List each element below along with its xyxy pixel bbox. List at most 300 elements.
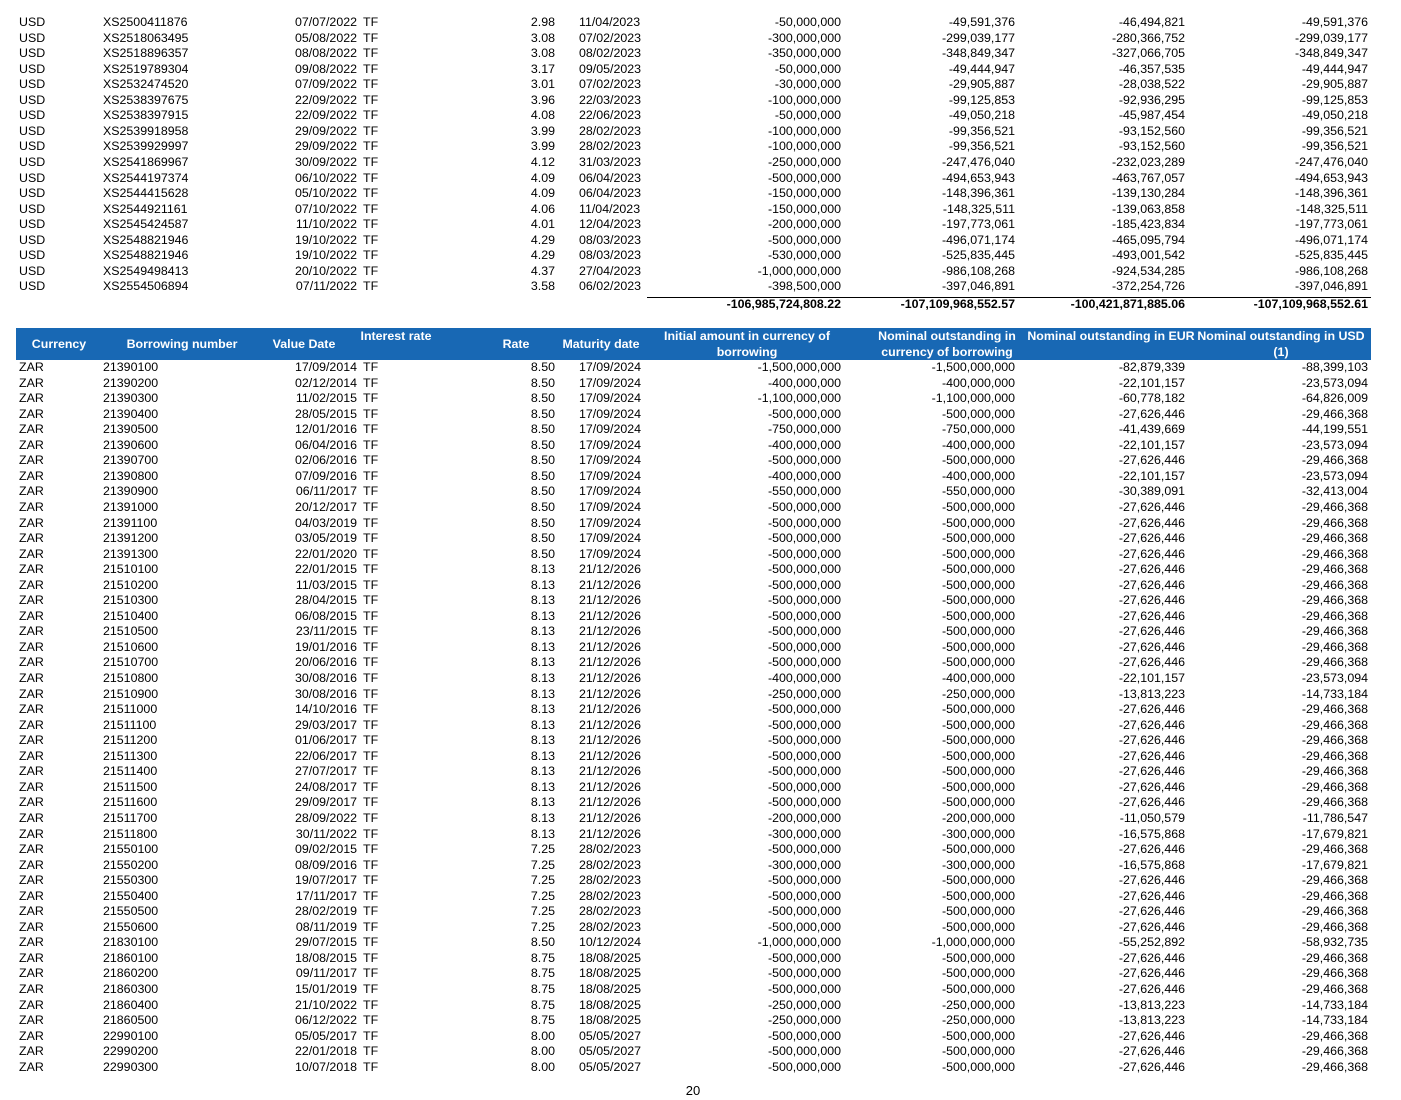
table-row — [0, 202, 1401, 218]
initial-amount-cell: -500,000,000 — [767, 562, 841, 577]
initial-amount-cell: -100,000,000 — [767, 92, 841, 107]
nominal-currency-cell: -348,849,347 — [941, 46, 1015, 61]
rate-type-cell: TF — [363, 154, 379, 169]
value-date-cell: 30/09/2022 — [294, 154, 357, 169]
rate-cell: 8.00 — [530, 1044, 555, 1059]
nominal-usd-cell: -29,466,368 — [1301, 639, 1368, 654]
value-date-cell: 17/09/2014 — [294, 360, 357, 374]
table-row — [0, 77, 1401, 93]
maturity-date-cell: 05/05/2027 — [579, 1044, 642, 1059]
nominal-eur-cell: -13,813,223 — [1118, 1013, 1185, 1028]
rate-cell: 8.50 — [530, 515, 555, 530]
header-value-date: Value Date — [272, 337, 336, 351]
nominal-usd-cell: -29,905,887 — [1301, 77, 1368, 92]
rate-type-cell: TF — [363, 1013, 379, 1028]
nominal-currency-cell: -148,396,361 — [941, 186, 1015, 201]
rate-cell: 8.50 — [530, 499, 555, 514]
value-date-cell: 29/09/2022 — [294, 139, 357, 154]
rate-cell: 8.13 — [530, 748, 555, 763]
borrowing-number-cell: 21390700 — [103, 453, 159, 468]
borrowing-number-cell: 22990300 — [103, 1059, 159, 1074]
rate-type-cell: TF — [363, 671, 379, 685]
initial-amount-cell: -150,000,000 — [767, 201, 841, 216]
rate-cell: 8.13 — [530, 608, 555, 623]
nominal-currency-cell: -200,000,000 — [941, 810, 1015, 825]
nominal-usd-cell: -29,466,368 — [1301, 546, 1368, 561]
borrowing-number-cell: XS2538397675 — [103, 92, 189, 107]
nominal-currency-cell: -500,000,000 — [941, 748, 1015, 763]
rate-cell: 4.37 — [530, 263, 555, 278]
value-date-cell: 22/01/2015 — [294, 562, 357, 577]
nominal-usd-cell: -14,733,184 — [1301, 1013, 1368, 1028]
currency-cell: USD — [19, 217, 46, 232]
borrowing-number-cell: 21511600 — [103, 795, 158, 810]
nominal-eur-cell: -27,626,446 — [1118, 655, 1185, 670]
nominal-usd-cell: -32,413,004 — [1301, 484, 1368, 499]
nominal-usd-cell: -29,466,368 — [1301, 453, 1368, 468]
nominal-eur-cell: -185,423,834 — [1111, 217, 1185, 232]
rate-type-cell: TF — [363, 46, 379, 61]
nominal-eur-cell: -139,063,858 — [1111, 201, 1185, 216]
initial-amount-cell: -200,000,000 — [767, 217, 841, 232]
initial-amount-cell: -500,000,000 — [767, 904, 841, 919]
rate-cell: 3.96 — [530, 92, 555, 107]
nominal-currency-cell: -500,000,000 — [941, 1059, 1015, 1074]
maturity-date-cell: 08/02/2023 — [579, 46, 642, 61]
rate-cell: 7.25 — [530, 888, 555, 903]
nominal-usd-cell: -29,466,368 — [1301, 779, 1368, 794]
initial-amount-cell: -300,000,000 — [767, 857, 841, 872]
maturity-date-cell: 17/09/2024 — [579, 437, 642, 452]
rate-type-cell: TF — [363, 232, 379, 247]
nominal-currency-cell: -99,125,853 — [948, 92, 1015, 107]
value-date-cell: 28/02/2019 — [294, 904, 357, 919]
table-row — [0, 438, 1401, 454]
nominal-usd-cell: -348,849,347 — [1294, 46, 1368, 61]
initial-amount-cell: -500,000,000 — [767, 966, 841, 981]
nominal-currency-cell: -500,000,000 — [941, 888, 1015, 903]
borrowing-number-cell: XS2541869967 — [103, 154, 189, 169]
rate-cell: 3.58 — [530, 279, 555, 294]
maturity-date-cell: 10/12/2024 — [579, 935, 642, 950]
table-row — [0, 562, 1401, 578]
header-nominal-currency: Nominal outstanding in currency of borrowing — [878, 329, 1016, 359]
currency-cell: ZAR — [19, 686, 44, 701]
borrowing-number-cell: 21550500 — [103, 904, 159, 919]
initial-amount-cell: -30,000,000 — [774, 77, 841, 92]
borrowing-number-cell: 22990100 — [103, 1028, 159, 1043]
rate-type-cell: TF — [363, 499, 379, 514]
table-row — [0, 764, 1401, 780]
rate-cell: 4.09 — [530, 186, 555, 201]
nominal-currency-cell: -1,000,000,000 — [931, 935, 1015, 950]
rate-cell: 8.50 — [530, 546, 555, 561]
value-date-cell: 19/07/2017 — [294, 873, 357, 888]
initial-amount-cell: -500,000,000 — [767, 170, 841, 185]
borrowing-number-cell: 21860400 — [103, 997, 159, 1012]
borrowing-number-cell: 21390900 — [103, 484, 159, 499]
rate-type-cell: TF — [363, 1028, 379, 1043]
nominal-currency-cell: -99,356,521 — [948, 123, 1015, 138]
initial-amount-cell: -500,000,000 — [767, 888, 841, 903]
borrowing-number-cell: 21511500 — [103, 779, 158, 794]
currency-cell: ZAR — [19, 997, 44, 1012]
rate-cell: 8.75 — [530, 1013, 555, 1028]
rate-type-cell: TF — [363, 873, 379, 888]
initial-amount-cell: -250,000,000 — [767, 154, 841, 169]
borrowing-number-cell: 21510500 — [103, 624, 159, 639]
rate-type-cell: TF — [363, 624, 379, 639]
nominal-usd-cell: -397,046,891 — [1294, 279, 1368, 294]
value-date-cell: 06/10/2022 — [294, 170, 357, 185]
nominal-usd-cell: -29,466,368 — [1301, 702, 1368, 717]
nominal-currency-cell: -400,000,000 — [941, 375, 1015, 390]
rate-cell: 3.01 — [530, 77, 555, 92]
initial-amount-cell: -500,000,000 — [767, 655, 841, 670]
rate-type-cell: TF — [363, 577, 379, 592]
maturity-date-cell: 11/04/2023 — [579, 201, 641, 216]
initial-amount-cell: -50,000,000 — [774, 61, 841, 76]
rate-type-cell: TF — [363, 531, 379, 546]
table-row — [0, 233, 1401, 249]
table-row — [0, 640, 1401, 656]
currency-cell: ZAR — [19, 531, 44, 546]
maturity-date-cell: 17/09/2024 — [579, 375, 642, 390]
value-date-cell: 07/09/2022 — [294, 77, 357, 92]
maturity-date-cell: 21/12/2026 — [579, 795, 642, 810]
nominal-currency-cell: -500,000,000 — [941, 982, 1015, 996]
nominal-eur-cell: -463,767,057 — [1111, 170, 1185, 185]
maturity-date-cell: 17/09/2024 — [579, 499, 642, 514]
nominal-eur-cell: -27,626,446 — [1118, 608, 1185, 623]
currency-cell: ZAR — [19, 966, 44, 981]
value-date-cell: 01/06/2017 — [294, 733, 357, 748]
value-date-cell: 06/11/2017 — [295, 484, 357, 499]
nominal-currency-cell: -250,000,000 — [941, 1013, 1015, 1028]
nominal-usd-cell: -58,932,735 — [1301, 935, 1368, 950]
maturity-date-cell: 18/08/2025 — [579, 950, 642, 965]
rate-cell: 8.13 — [530, 577, 555, 592]
rate-type-cell: TF — [363, 217, 379, 232]
nominal-eur-cell: -27,626,446 — [1118, 733, 1185, 748]
table-row — [0, 998, 1401, 1014]
table-row — [0, 217, 1401, 233]
maturity-date-cell: 17/09/2024 — [579, 406, 642, 421]
table-row — [0, 671, 1401, 687]
table-header — [16, 328, 1371, 360]
rate-cell: 4.09 — [530, 170, 555, 185]
maturity-date-cell: 28/02/2023 — [579, 888, 642, 903]
value-date-cell: 20/10/2022 — [294, 263, 357, 278]
rate-type-cell: TF — [363, 842, 379, 857]
maturity-date-cell: 07/02/2023 — [579, 77, 642, 92]
nominal-usd-cell: -29,466,368 — [1301, 966, 1368, 981]
nominal-eur-cell: -82,879,339 — [1118, 360, 1185, 374]
borrowing-number-cell: 21860500 — [103, 1013, 159, 1028]
initial-amount-cell: -350,000,000 — [767, 46, 841, 61]
initial-amount-cell: -300,000,000 — [767, 826, 841, 841]
nominal-eur-cell: -27,626,446 — [1118, 624, 1185, 639]
nominal-eur-cell: -27,626,446 — [1118, 1028, 1185, 1043]
nominal-eur-cell: -280,366,752 — [1111, 30, 1185, 45]
table-row — [0, 655, 1401, 671]
nominal-eur-cell: -16,575,868 — [1118, 857, 1185, 872]
borrowing-number-cell: 21390600 — [103, 437, 159, 452]
rate-type-cell: TF — [363, 279, 379, 294]
nominal-eur-cell: -27,626,446 — [1118, 717, 1185, 732]
initial-amount-cell: -500,000,000 — [767, 639, 841, 654]
rate-cell: 4.06 — [530, 201, 555, 216]
borrowing-number-cell: 21550200 — [103, 857, 159, 872]
nominal-currency-cell: -500,000,000 — [941, 639, 1015, 654]
nominal-currency-cell: -400,000,000 — [941, 671, 1015, 685]
nominal-currency-cell: -400,000,000 — [941, 437, 1015, 452]
nominal-usd-cell: -29,466,368 — [1301, 717, 1368, 732]
maturity-date-cell: 28/02/2023 — [579, 123, 642, 138]
currency-cell: ZAR — [19, 795, 44, 810]
nominal-usd-cell: -986,108,268 — [1294, 263, 1368, 278]
nominal-usd-cell: -29,466,368 — [1301, 888, 1368, 903]
initial-amount-cell: -500,000,000 — [767, 546, 841, 561]
nominal-eur-cell: -27,626,446 — [1118, 842, 1185, 857]
currency-cell: USD — [19, 186, 46, 201]
nominal-eur-cell: -55,252,892 — [1118, 935, 1185, 950]
nominal-eur-cell: -232,023,289 — [1111, 154, 1185, 169]
nominal-usd-cell: -29,466,368 — [1301, 624, 1368, 639]
value-date-cell: 09/08/2022 — [294, 61, 357, 76]
nominal-eur-cell: -493,001,542 — [1111, 248, 1185, 263]
borrowing-number-cell: XS2544415628 — [103, 186, 189, 201]
borrowing-number-cell: 22990200 — [103, 1044, 159, 1059]
rate-cell: 7.25 — [530, 919, 555, 934]
currency-cell: ZAR — [19, 779, 44, 794]
nominal-usd-cell: -494,653,943 — [1294, 170, 1368, 185]
nominal-usd-cell: -29,466,368 — [1301, 733, 1368, 748]
borrowing-number-cell: 21391000 — [103, 499, 159, 514]
rate-cell: 7.25 — [530, 842, 555, 857]
currency-cell: USD — [19, 77, 46, 92]
value-date-cell: 06/12/2022 — [294, 1013, 357, 1028]
maturity-date-cell: 17/09/2024 — [579, 391, 642, 406]
nominal-currency-cell: -500,000,000 — [941, 950, 1015, 965]
currency-cell: ZAR — [19, 888, 44, 903]
table-row — [0, 484, 1401, 500]
rate-type-cell: TF — [363, 468, 379, 483]
initial-amount-cell: -1,000,000,000 — [757, 935, 841, 950]
borrowing-number-cell: 21510900 — [103, 686, 159, 701]
nominal-usd-cell: -29,466,368 — [1301, 904, 1368, 919]
nominal-usd-cell: -99,356,521 — [1301, 123, 1368, 138]
initial-amount-cell: -250,000,000 — [767, 686, 841, 701]
nominal-usd-cell: -29,466,368 — [1301, 950, 1368, 965]
currency-cell: ZAR — [19, 919, 44, 934]
currency-cell: ZAR — [19, 608, 44, 623]
value-date-cell: 29/09/2022 — [294, 123, 357, 138]
nominal-eur-cell: -22,101,157 — [1118, 468, 1185, 483]
rate-type-cell: TF — [363, 437, 379, 452]
nominal-currency-cell: -500,000,000 — [941, 546, 1015, 561]
maturity-date-cell: 06/02/2023 — [579, 279, 642, 294]
maturity-date-cell: 21/12/2026 — [579, 624, 642, 639]
rate-type-cell: TF — [363, 1059, 379, 1074]
rate-type-cell: TF — [363, 515, 379, 530]
table-row — [0, 780, 1401, 796]
initial-amount-cell: -500,000,000 — [767, 950, 841, 965]
rate-cell: 8.50 — [530, 935, 555, 950]
rate-type-cell: TF — [363, 484, 379, 499]
nominal-eur-cell: -92,936,295 — [1118, 92, 1185, 107]
value-date-cell: 18/08/2015 — [294, 950, 357, 965]
initial-amount-cell: -400,000,000 — [767, 671, 841, 685]
nominal-currency-cell: -986,108,268 — [941, 263, 1015, 278]
nominal-currency-cell: -750,000,000 — [941, 422, 1015, 437]
rate-type-cell: TF — [363, 546, 379, 561]
value-date-cell: 09/02/2015 — [294, 842, 357, 857]
value-date-cell: 22/09/2022 — [294, 108, 357, 123]
rate-cell: 8.13 — [530, 810, 555, 825]
nominal-eur-cell: -60,778,182 — [1118, 391, 1185, 406]
borrowing-number-cell: 21550400 — [103, 888, 159, 903]
currency-cell: USD — [19, 232, 46, 247]
borrowing-number-cell: 21550300 — [103, 873, 159, 888]
rate-cell: 8.75 — [530, 982, 555, 996]
currency-cell: ZAR — [19, 810, 44, 825]
maturity-date-cell: 21/12/2026 — [579, 764, 642, 779]
initial-amount-cell: -400,000,000 — [767, 468, 841, 483]
nominal-currency-cell: -29,905,887 — [948, 77, 1015, 92]
nominal-usd-cell: -525,835,445 — [1294, 248, 1368, 263]
maturity-date-cell: 21/12/2026 — [579, 717, 642, 732]
table-row — [0, 578, 1401, 594]
nominal-currency-cell: -1,500,000,000 — [931, 360, 1015, 374]
nominal-usd-cell: -29,466,368 — [1301, 655, 1368, 670]
rate-type-cell: TF — [363, 77, 379, 92]
table-row — [0, 376, 1401, 392]
currency-cell: USD — [19, 108, 46, 123]
borrowing-number-cell: XS2544921161 — [103, 201, 188, 216]
nominal-usd-cell: -29,466,368 — [1301, 531, 1368, 546]
maturity-date-cell: 21/12/2026 — [579, 655, 642, 670]
rate-cell: 8.50 — [530, 453, 555, 468]
initial-amount-cell: -500,000,000 — [767, 842, 841, 857]
nominal-currency-cell: -500,000,000 — [941, 966, 1015, 981]
nominal-currency-cell: -247,476,040 — [941, 154, 1015, 169]
rate-cell: 7.25 — [530, 904, 555, 919]
nominal-usd-cell: -49,444,947 — [1301, 61, 1368, 76]
currency-cell: ZAR — [19, 546, 44, 561]
maturity-date-cell: 17/09/2024 — [579, 468, 642, 483]
nominal-currency-cell: -400,000,000 — [941, 468, 1015, 483]
currency-cell: ZAR — [19, 468, 44, 483]
nominal-currency-cell: -500,000,000 — [941, 593, 1015, 608]
total-nominal-usd: -107,109,968,552.61 — [1253, 297, 1368, 311]
initial-amount-cell: -500,000,000 — [767, 232, 841, 247]
table-row — [0, 248, 1401, 264]
nominal-eur-cell: -465,095,794 — [1111, 232, 1185, 247]
borrowing-number-cell: 21510800 — [103, 671, 159, 685]
rate-type-cell: TF — [363, 30, 379, 45]
table-row — [0, 469, 1401, 485]
rate-type-cell: TF — [363, 593, 379, 608]
nominal-usd-cell: -299,039,177 — [1294, 30, 1368, 45]
maturity-date-cell: 28/02/2023 — [579, 904, 642, 919]
maturity-date-cell: 08/03/2023 — [579, 232, 642, 247]
nominal-eur-cell: -41,439,669 — [1118, 422, 1185, 437]
initial-amount-cell: -500,000,000 — [767, 1028, 841, 1043]
rate-type-cell: TF — [363, 686, 379, 701]
maturity-date-cell: 22/03/2023 — [579, 92, 642, 107]
table-row — [0, 453, 1401, 469]
initial-amount-cell: -400,000,000 — [767, 375, 841, 390]
rate-cell: 8.13 — [530, 826, 555, 841]
totals-row — [0, 297, 1401, 313]
maturity-date-cell: 17/09/2024 — [579, 422, 642, 437]
borrowing-number-cell: 21391200 — [103, 531, 159, 546]
maturity-date-cell: 11/04/2023 — [579, 15, 641, 29]
initial-amount-cell: -50,000,000 — [774, 15, 841, 29]
nominal-currency-cell: -500,000,000 — [941, 531, 1015, 546]
value-date-cell: 17/11/2017 — [295, 888, 357, 903]
maturity-date-cell: 28/02/2023 — [579, 857, 642, 872]
initial-amount-cell: -500,000,000 — [767, 1044, 841, 1059]
table-row — [0, 733, 1401, 749]
nominal-currency-cell: -500,000,000 — [941, 577, 1015, 592]
table-row — [0, 1060, 1401, 1076]
maturity-date-cell: 05/05/2027 — [579, 1028, 642, 1043]
initial-amount-cell: -500,000,000 — [767, 593, 841, 608]
table-row — [0, 624, 1401, 640]
currency-cell: ZAR — [19, 1028, 44, 1043]
borrowing-number-cell: XS2554506894 — [103, 279, 189, 294]
borrowing-number-cell: XS2539918958 — [103, 123, 189, 138]
table-row — [0, 609, 1401, 625]
table-row — [0, 108, 1401, 124]
table-row — [0, 124, 1401, 140]
nominal-usd-cell: -29,466,368 — [1301, 593, 1368, 608]
nominal-eur-cell: -27,626,446 — [1118, 1059, 1185, 1074]
value-date-cell: 22/01/2020 — [294, 546, 357, 561]
nominal-currency-cell: -496,071,174 — [941, 232, 1015, 247]
currency-cell: ZAR — [19, 515, 44, 530]
table-row — [0, 531, 1401, 547]
table-row — [0, 749, 1401, 765]
nominal-eur-cell: -139,130,284 — [1111, 186, 1185, 201]
table-row — [0, 62, 1401, 78]
nominal-usd-cell: -29,466,368 — [1301, 764, 1368, 779]
nominal-usd-cell: -29,466,368 — [1301, 562, 1368, 577]
table-row — [0, 1013, 1401, 1029]
table-row — [0, 1044, 1401, 1060]
nominal-currency-cell: -250,000,000 — [941, 686, 1015, 701]
currency-cell: ZAR — [19, 733, 44, 748]
maturity-date-cell: 22/06/2023 — [579, 108, 642, 123]
rate-cell: 3.99 — [530, 123, 555, 138]
table-row — [0, 139, 1401, 155]
maturity-date-cell: 17/09/2024 — [579, 484, 642, 499]
nominal-eur-cell: -27,626,446 — [1118, 546, 1185, 561]
table-row — [0, 1029, 1401, 1045]
nominal-usd-cell: -247,476,040 — [1294, 154, 1368, 169]
table-row — [0, 46, 1401, 62]
value-date-cell: 22/01/2018 — [294, 1044, 357, 1059]
rate-cell: 8.13 — [530, 562, 555, 577]
header-currency: Currency — [31, 337, 87, 351]
nominal-eur-cell: -27,626,446 — [1118, 748, 1185, 763]
nominal-eur-cell: -27,626,446 — [1118, 966, 1185, 981]
nominal-eur-cell: -27,626,446 — [1118, 562, 1185, 577]
rate-cell: 8.13 — [530, 655, 555, 670]
table-row — [0, 951, 1401, 967]
